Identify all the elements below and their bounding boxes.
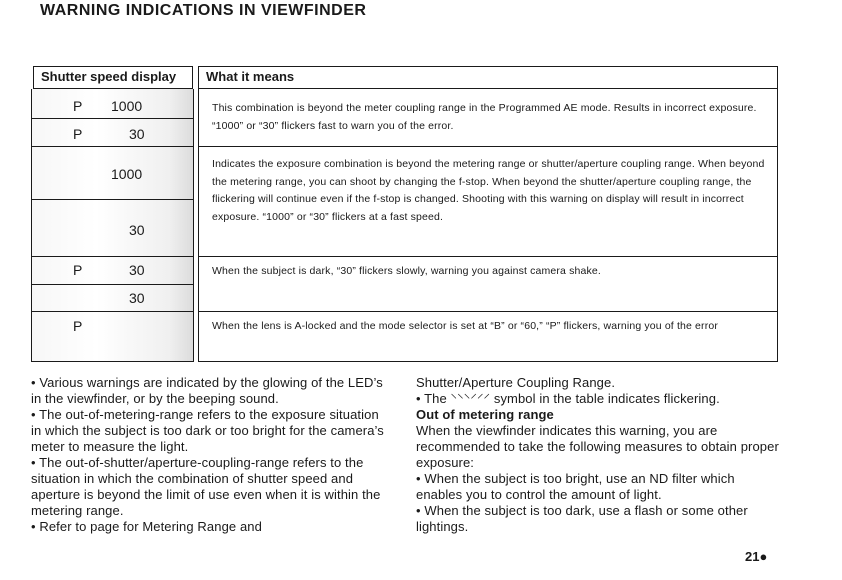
bullet-item: • When the subject is too bright, use an ND filter which enables you to control the amount of light. — [416, 471, 735, 502]
display-p: P — [73, 126, 83, 142]
notes-left — [31, 375, 386, 535]
header-what-it-means: What it means — [198, 66, 778, 89]
bullet-item: • Refer to page for Metering Range and — [31, 519, 262, 534]
divider — [31, 199, 194, 200]
divider — [198, 146, 778, 147]
divider — [31, 311, 194, 312]
display-column — [31, 89, 194, 362]
display-speed: 30 — [129, 262, 145, 278]
display-speed: 30 — [129, 126, 145, 142]
section-heading: Out of metering range — [416, 407, 554, 422]
notes-right — [416, 375, 781, 535]
display-p: P — [73, 318, 83, 334]
meaning-text: When the subject is dark, “30” flickers slowly, warning you against camera shake. — [212, 265, 601, 277]
divider — [31, 284, 194, 285]
page-number: 21● — [745, 549, 768, 564]
divider — [31, 256, 194, 257]
display-speed: 30 — [129, 290, 145, 306]
display-speed: 1000 — [111, 98, 143, 114]
display-speed: 30 — [129, 222, 145, 238]
meaning-text: When the lens is A-locked and the mode selector is set at “B” or “60,” “P” flickers, warning you of the error — [212, 320, 718, 332]
divider — [198, 311, 778, 312]
header-shutter-speed-display: Shutter speed display — [33, 66, 193, 89]
divider — [31, 146, 194, 147]
bullet-item: • The out-of-metering-range refers to the exposure situation in which the subject is too dark or too bright for the camera’s meter to measure the light. — [31, 407, 384, 454]
meaning-text: Indicates the exposure combination is beyond the metering range or shutter/aperture coupling range. When beyond the metering range, you can shoot by changing the f-stop. When beyond the shutter/aperture coupling range, the flickering will continue even if the f-stop is changed. Shooting with this warning on display will result in incorrect exposure. “1000” or “30” flickers at a fast speed. — [212, 158, 765, 223]
page-title: WARNING INDICATIONS IN VIEWFINDER — [40, 2, 367, 19]
meaning-text: This combination is beyond the meter coupling range in the Programmed AE mode. Results in incorrect exposure. “1000” or “30” flickers fast to warn you of the error. — [212, 102, 757, 132]
divider — [31, 361, 194, 362]
divider — [198, 256, 778, 257]
display-p: P — [73, 98, 83, 114]
display-speed: 1000 — [111, 166, 143, 182]
intro-text: When the viewfinder indicates this warning, you are recommended to take the following measures to obtain proper exposure: — [416, 423, 779, 470]
bullet-item: • The out-of-shutter/aperture-coupling-range refers to the situation in which the combination of shutter speed and aperture is beyond the limit of use even when it is within the metering range. — [31, 455, 381, 518]
bullet-item: • When the subject is too dark, use a flash or some other lightings. — [416, 503, 748, 534]
divider — [198, 361, 778, 362]
divider — [31, 118, 194, 119]
bullet-item: • The ⸌⸌⸌⸍⸍⸍ symbol in the table indicates flickering. — [416, 391, 720, 406]
display-p: P — [73, 262, 83, 278]
bullet-item: • Various warnings are indicated by the glowing of the LED’s in the viewfinder, or by the beeping sound. — [31, 375, 383, 406]
continuation-text: Shutter/Aperture Coupling Range. — [416, 375, 616, 390]
